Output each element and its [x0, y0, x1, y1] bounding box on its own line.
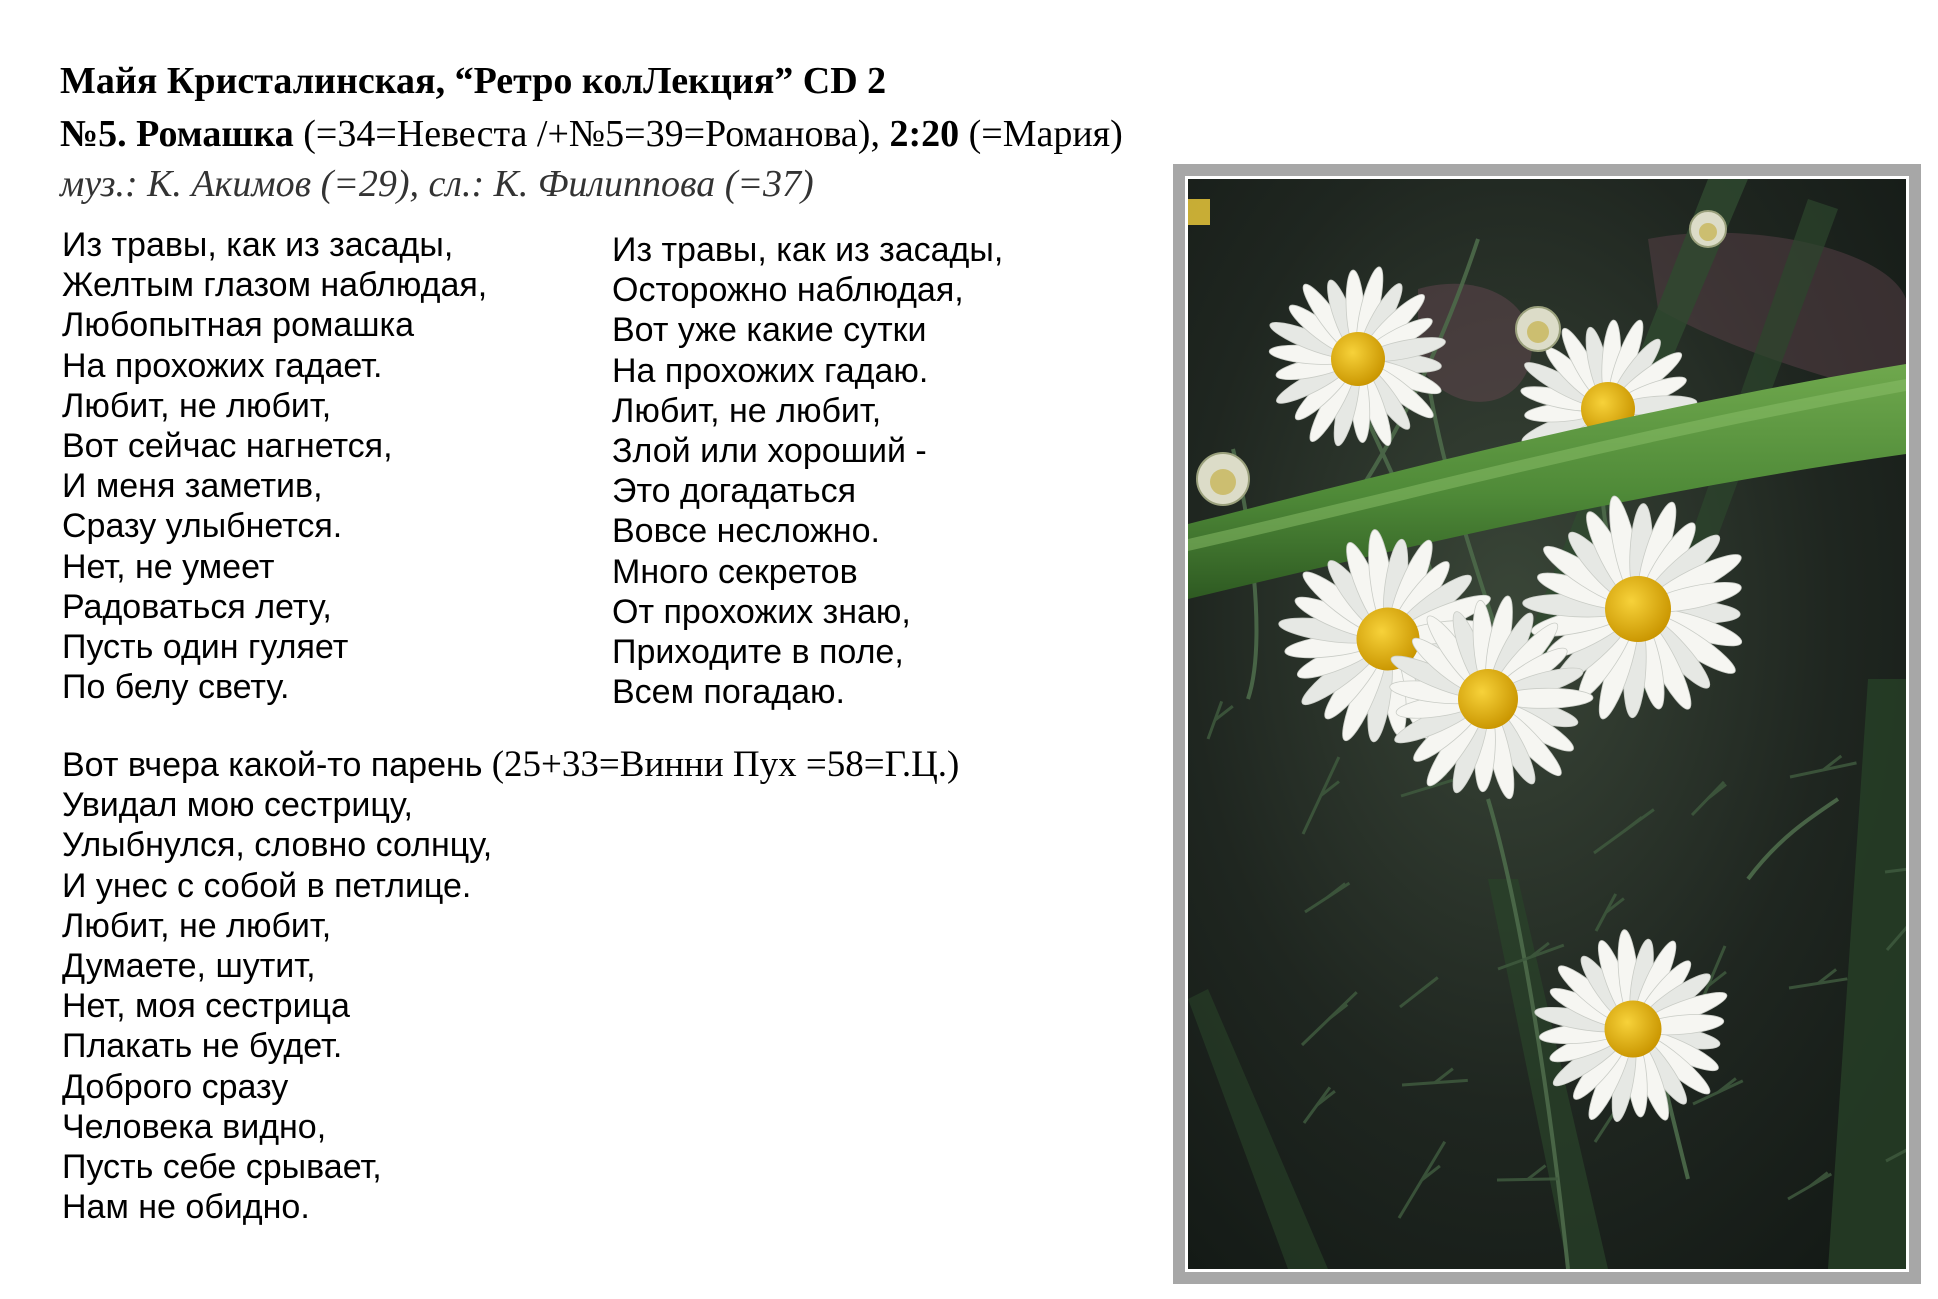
lyric-line: Сразу улыбнется. — [62, 507, 343, 546]
lyric-line: Приходите в поле, — [612, 633, 904, 672]
lyric-line: Нет, не умеет — [62, 547, 275, 586]
daisy-center — [1605, 576, 1671, 642]
verse-2 — [612, 230, 1003, 712]
lyric-line: На прохожих гадаю. — [612, 351, 929, 390]
lyric-line: Всем погадаю. — [612, 673, 845, 712]
lyric-line: От прохожих знаю, — [612, 592, 911, 631]
lyric-line: Пусть себе срывает, — [62, 1148, 382, 1187]
lyric-line: И меня заметив, — [62, 467, 323, 506]
lyric-line-first — [62, 745, 959, 785]
lyric-line: Много секретов — [612, 552, 858, 591]
daisies-photo — [1188, 179, 1906, 1269]
lyric-line: Это догадаться — [612, 472, 856, 511]
song-duration: 2:20 — [889, 113, 960, 155]
lyric-line: Злой или хороший - — [612, 432, 927, 471]
lyric-line: Доброго сразу — [62, 1067, 289, 1106]
lyric-line: Плакать не будет. — [62, 1027, 343, 1066]
lyric-first-text: Вот вчера какой-то парень — [62, 746, 483, 784]
lyric-line: Думаете, шутит, — [62, 947, 316, 986]
daisy-center — [1458, 669, 1518, 729]
lyric-line: Из травы, как из засады, — [612, 231, 1004, 269]
song-title: №5. Ромашка — [60, 113, 294, 155]
lyric-line: Осторожно наблюдая, — [612, 271, 964, 310]
lyric-line: Радоваться лету, — [62, 587, 332, 626]
lyric-line: Вот сейчас нагнется, — [62, 427, 393, 466]
album-title: Майя Кристалинская, “Ретро колЛекция” CD 2 — [60, 60, 887, 102]
lyric-line: Любит, не любит, — [62, 906, 332, 945]
song-title-note: (=34=Невеста /+№5=39=Романова), — [293, 113, 890, 155]
lyric-line: Улыбнулся, словно солнцу, — [62, 826, 493, 865]
lyric-line: Вовсе несложно. — [612, 512, 880, 551]
photo-border — [1185, 176, 1909, 1272]
daisy-center — [1605, 1001, 1662, 1058]
song-title-line — [60, 115, 1123, 153]
photo-frame — [1173, 164, 1921, 1284]
lyric-line: Желтым глазом наблюдая, — [62, 266, 488, 305]
lyric-line: Любит, не любит, — [62, 386, 332, 425]
daisy-bud — [1197, 453, 1249, 505]
daisy-center — [1331, 332, 1385, 386]
daisy-bud — [1188, 199, 1210, 225]
verse-3 — [62, 745, 959, 1227]
lyric-line: Человека видно, — [62, 1107, 327, 1146]
verse-1 — [62, 225, 487, 707]
lyric-line: Вот уже какие сутки — [612, 311, 927, 350]
song-credits: муз.: К. Акимов (=29), сл.: К. Филиппова (=37) — [60, 163, 814, 205]
lyric-line: И унес с собой в петлице. — [62, 866, 472, 905]
lyric-annotation: (25+33=Винни Пух =58=Г.Ц.) — [482, 744, 960, 785]
lyric-line: Пусть один гуляет — [62, 628, 349, 667]
lyric-line: На прохожих гадает. — [62, 346, 383, 385]
lyric-line: Нам не обидно. — [62, 1188, 310, 1227]
daisy-bud — [1690, 211, 1726, 247]
lyric-line: Из травы, как из засады, — [62, 226, 454, 264]
lyric-line: Увидал мою сестрицу, — [62, 786, 413, 825]
lyric-line: Нет, моя сестрица — [62, 987, 350, 1026]
lyric-line: По белу свету. — [62, 668, 290, 707]
daisy-bud — [1516, 307, 1560, 351]
duration-note: (=Мария) — [959, 113, 1123, 155]
lyric-line: Любит, не любит, — [612, 391, 882, 430]
lyric-line: Любопытная ромашка — [62, 306, 415, 345]
